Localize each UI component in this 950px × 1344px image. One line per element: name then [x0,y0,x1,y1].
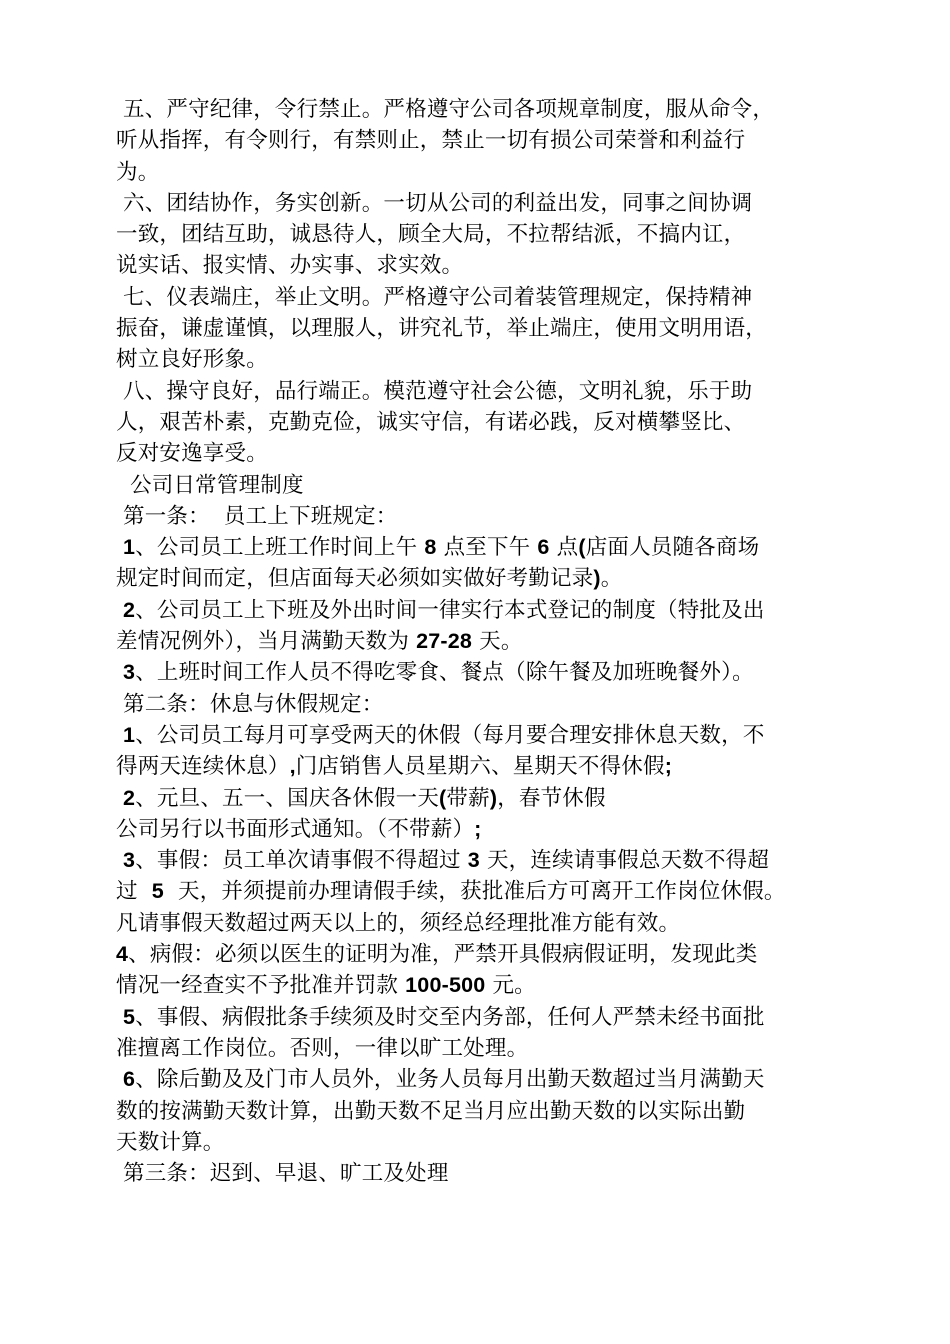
document-line [116,1033,840,1064]
text-segment [116,660,123,685]
bold-text-segment: 6 [537,535,550,560]
text-segment: 准擅离工作岗位。否则，一律以旷工处理。 [116,1035,529,1061]
text-segment: 、公司员工上班工作时间上午 [135,535,425,561]
text-segment: 一致，团结互助，诚恳待人，顾全大局，不拉帮结派，不搞内讧， [116,222,746,248]
bold-text-segment: 3 [123,848,136,873]
document-line [116,939,840,970]
text-segment: 五、严守纪律，令行禁止。严格遵守公司各项规章制度，服从命令， [116,97,775,122]
bold-text-segment: ( [578,535,586,560]
bold-text-segment: 4 [116,942,129,967]
text-segment: 差情况例外），当月满勤天数为 [116,629,417,655]
document-line [116,250,840,281]
text-segment: 、元旦、五一、国庆各休假一天 [135,785,440,811]
text-segment: 、公司员工上下班及外出时间一律实行本式登记的制度（特批及出 [135,597,765,623]
text-segment: 店面人员随各商场 [585,535,760,561]
bold-text-segment: ; [664,754,673,779]
text-segment: 规定时间而定，但店面每天必须如实做好考勤记录 [116,566,594,592]
text-segment: 天数计算。 [116,1129,225,1155]
bold-text-segment: , [289,754,296,779]
text-segment: 六、团结协作，务实创新。一切从公司的利益出发，同事之间协调 [116,190,753,216]
document-line [116,344,840,375]
document-line [116,626,840,657]
text-segment: 反对安逸享受。 [116,441,268,467]
bold-text-segment: ( [439,785,447,810]
document-body [116,94,840,1189]
document-line [116,282,840,313]
document-line [116,876,840,907]
text-segment: 、除后勤及及门市人员外，业务人员每月出勤天数超过当月满勤天 [135,1067,765,1093]
document-line [116,532,840,563]
text-segment [116,1005,123,1030]
document-line [116,1002,840,1033]
text-segment: 、公司员工每月可享受两天的休假（每月要合理安排休息天数，不 [135,722,765,748]
bold-text-segment: 27-28 [416,629,473,654]
document-line [116,157,840,188]
text-segment: 说实话、报实情、办实事、求实效。 [116,253,464,279]
text-segment: 门店销售人员星期六、星期天不得休假 [295,754,665,780]
bold-text-segment: 2 [123,597,136,622]
text-segment: 、事假、病假批条手续须及时交至内务部，任何人严禁未经书面批 [135,1004,765,1030]
bold-text-segment: ) [593,566,601,591]
document-line [116,1064,840,1095]
text-segment: 天，连续请事假总天数不得超 [479,848,770,874]
bold-text-segment: 5 [123,1004,136,1029]
text-segment: 公司日常管理制度 [116,472,304,498]
document-line [116,595,840,626]
text-segment [116,598,123,623]
text-segment [116,723,123,748]
document-line [116,1158,840,1189]
bold-text-segment: 3 [123,660,136,685]
document-line [116,470,840,501]
text-segment: 人，艰苦朴素，克勤克俭，诚实守信，有诺必践，反对横攀竖比、 [116,409,746,435]
text-segment: 振奋，谦虚谨慎，以理服人，讲究礼节，举止端庄，使用文明用语， [116,316,768,342]
document-line [116,751,840,782]
text-segment: 、病假：必须以医生的证明为准，严禁开具假病假证明，发现此类 [128,942,758,968]
text-segment: 得两天连续休息） [116,754,290,780]
text-segment: ，春节休假 [497,785,606,811]
document-line [116,219,840,250]
bold-text-segment: 1 [123,535,136,560]
text-segment: 为。 [116,159,160,185]
document-line [116,407,840,438]
document-line [116,814,840,845]
document-line [116,720,840,751]
text-segment: 点至下午 [436,535,538,561]
text-segment: 天。 [472,629,523,655]
document-line [116,845,840,876]
text-segment: 。 [600,566,623,592]
text-segment [116,535,123,560]
bold-text-segment: 2 [123,785,136,810]
document-line [116,970,840,1001]
text-segment: 带薪 [446,785,490,811]
text-segment: 过 [116,879,152,905]
document-line [116,689,840,720]
text-segment: 情况一经查实不予批准并罚款 [116,973,406,999]
bold-text-segment: ; [474,816,482,841]
bold-text-segment: 8 [424,535,437,560]
text-segment: 点 [549,535,579,561]
text-segment [116,848,123,873]
bold-text-segment: 3 [467,848,480,873]
text-segment: 数的按满勤天数计算，出勤天数不足当月应出勤天数的以实际出勤 [116,1098,746,1124]
text-segment: 八、操守良好，品行端正。模范遵守社会公德，文明礼貌，乐于助 [116,378,753,404]
text-segment: 天，并须提前办理请假手续，获批准后方可离开工作岗位休假。 [163,879,786,905]
text-segment: 第一条： 员工上下班规定： [116,503,398,529]
document-line [116,783,840,814]
text-segment [116,1067,123,1092]
document-line [116,188,840,219]
text-segment: 、事假：员工单次请事假不得超过 [135,848,468,874]
text-segment: 第二条：休息与休假规定： [116,691,384,717]
document-line [116,313,840,344]
document-line [116,657,840,688]
document-line [116,563,840,594]
document-line [116,94,840,125]
bold-text-segment: 5 [151,879,164,904]
text-segment: 树立良好形象。 [116,347,268,373]
document-line [116,908,840,939]
document-line [116,376,840,407]
text-segment: 七、仪表端庄，举止文明。严格遵守公司着装管理规定，保持精神 [116,284,753,310]
text-segment: 凡请事假天数超过两天以上的，须经总经理批准方能有效。 [116,910,681,936]
document-line [116,438,840,469]
bold-text-segment: 1 [123,722,136,747]
text-segment: 公司另行以书面形式通知。（不带薪） [116,816,475,842]
document-line [116,501,840,532]
text-segment: 元。 [485,973,536,999]
document-line [116,125,840,156]
bold-text-segment: 6 [123,1067,136,1092]
bold-text-segment: 100-500 [405,973,486,998]
document-line [116,1096,840,1127]
text-segment [116,786,123,811]
text-segment: 第三条：迟到、早退、旷工及处理 [116,1161,449,1187]
text-segment: 听从指挥，有令则行，有禁则止，禁止一切有损公司荣誉和利益行 [116,128,746,154]
document-line [116,1127,840,1158]
text-segment: 、上班时间工作人员不得吃零食、餐点（除午餐及加班晚餐外）。 [135,660,754,686]
bold-text-segment: ) [489,785,498,810]
